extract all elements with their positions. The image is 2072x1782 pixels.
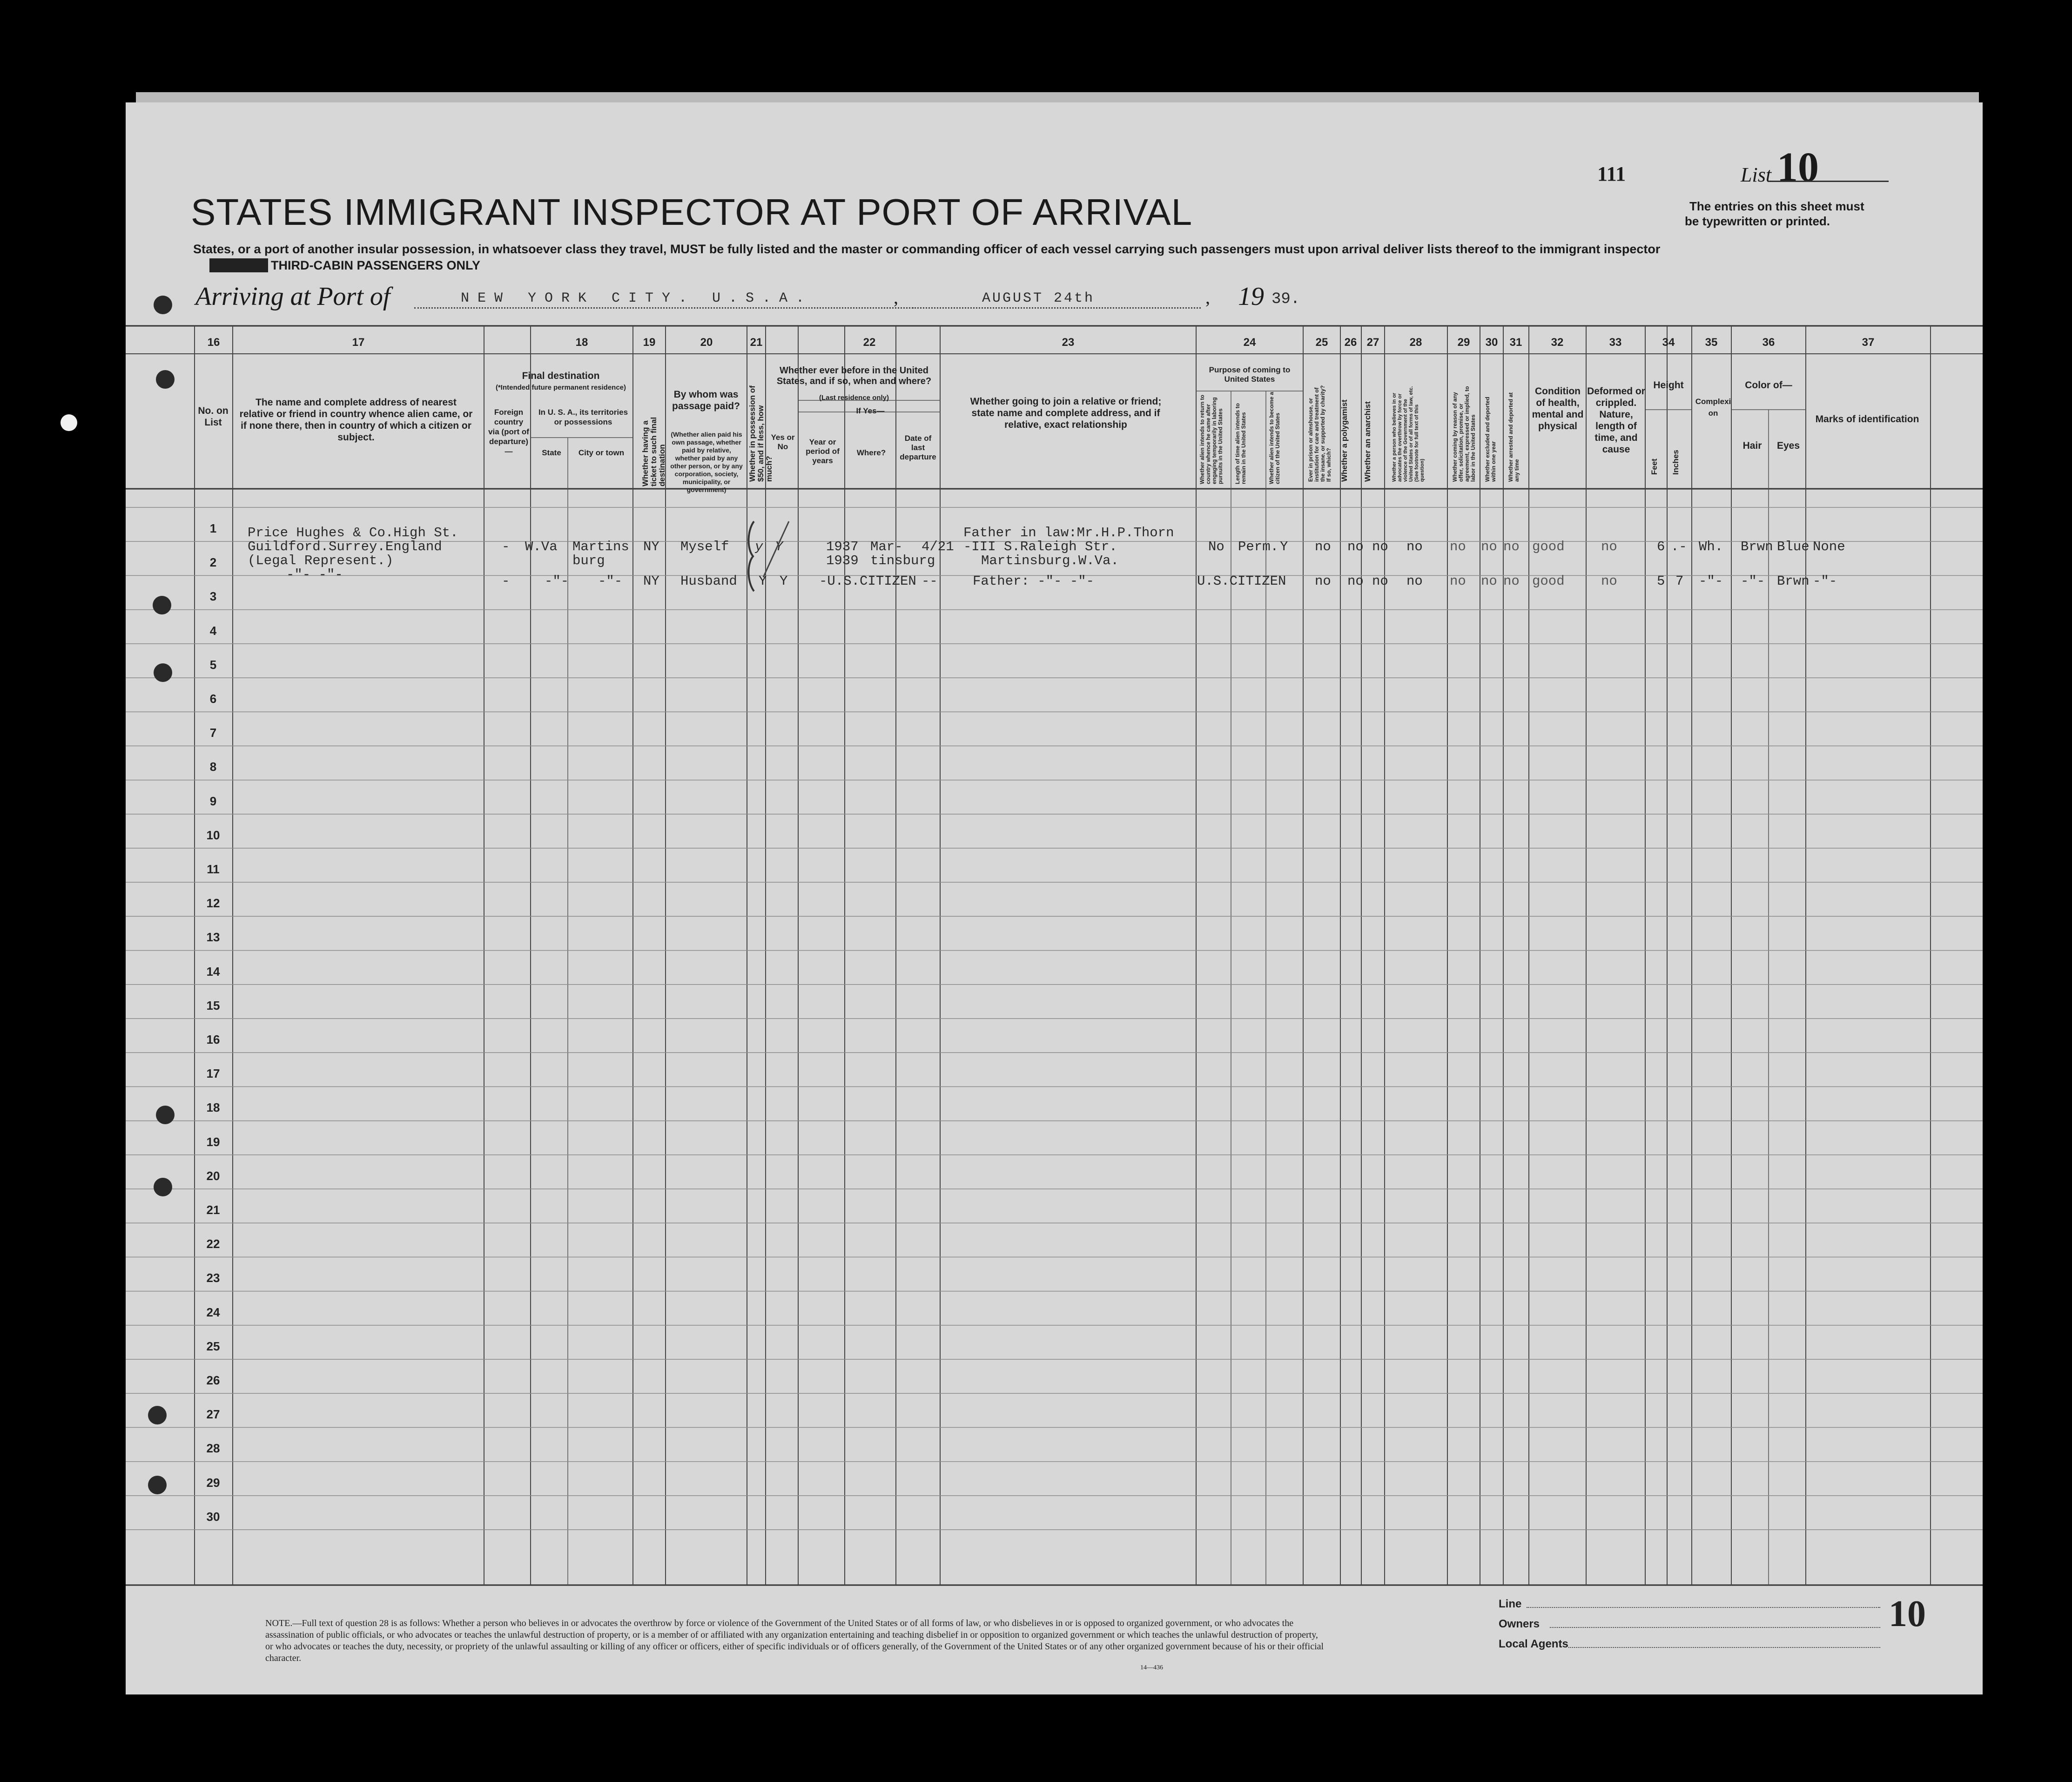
form-number: 14—436 bbox=[1140, 1664, 1163, 1671]
year-suffix: 39. bbox=[1271, 290, 1300, 308]
column-number: 32 bbox=[1551, 336, 1564, 349]
header-anarchist: Whether an anarchist bbox=[1363, 401, 1372, 482]
header-hair: Hair bbox=[1742, 440, 1762, 451]
row-number: 6 bbox=[209, 692, 217, 706]
column-number: 26 bbox=[1344, 336, 1357, 349]
column-number: 21 bbox=[750, 336, 763, 349]
row2-prison: no bbox=[1315, 574, 1331, 589]
row-number: 18 bbox=[206, 1100, 220, 1115]
header-where: Where? bbox=[856, 448, 886, 457]
binder-clip bbox=[154, 1178, 172, 1196]
row-number: 30 bbox=[206, 1509, 220, 1524]
row-number: 10 bbox=[206, 828, 220, 842]
header-no-on-list: No. on List bbox=[198, 405, 229, 428]
header-ever-before: Whether ever before in the United States, and if so, when and where? bbox=[776, 365, 932, 386]
column-number: 33 bbox=[1609, 336, 1622, 349]
row1-relative-1: Price Hughes & Co.High St. bbox=[248, 525, 458, 540]
binder-clip bbox=[154, 296, 172, 314]
year-prefix: 19 bbox=[1238, 282, 1264, 311]
header-last-departure: Date of last departure bbox=[900, 434, 936, 461]
row-number: 27 bbox=[206, 1407, 220, 1422]
row1-last-departure: 4/21 bbox=[922, 539, 954, 554]
row1-deported: no bbox=[1503, 539, 1520, 554]
row1-where-2: tinsburg bbox=[870, 553, 935, 568]
header-relative: The name and complete address of nearest relative or friend in country whence alien came, or if none there, then in country of which a citizen or subject. bbox=[239, 397, 473, 443]
row-number: 8 bbox=[209, 760, 217, 774]
column-number: 28 bbox=[1409, 336, 1422, 349]
entries-note-1: The entries on this sheet must bbox=[1689, 199, 1864, 213]
row2-ever-before: Y bbox=[780, 574, 788, 589]
column-number: 34 bbox=[1662, 336, 1675, 349]
class-note: THIRD-CABIN PASSENGERS ONLY bbox=[271, 258, 481, 272]
row-number: 21 bbox=[206, 1203, 220, 1217]
header-deported: Whether arrested and deported at any time bbox=[1507, 392, 1520, 482]
binder-clip bbox=[156, 1106, 175, 1124]
header-inches: Inches bbox=[1671, 450, 1680, 475]
agents-value: 10 bbox=[1889, 1593, 1926, 1634]
list-number: 10 bbox=[1777, 144, 1819, 190]
header-feet: Feet bbox=[1650, 459, 1659, 475]
row1-join-3: Martinsburg.W.Va. bbox=[981, 553, 1119, 568]
row-number: 25 bbox=[206, 1339, 220, 1353]
header-prison: Ever in prison or almshouse, or institution for care and treatment of the insane, or supported by charity? If so, which? bbox=[1307, 385, 1332, 482]
row2-polygamist: no bbox=[1347, 574, 1364, 589]
column-number: 16 bbox=[207, 336, 220, 349]
row1-state: W.Va bbox=[525, 539, 558, 554]
binder-clip bbox=[154, 663, 172, 682]
header-city: City or town bbox=[578, 448, 625, 457]
header-foreign-port: Foreign country via (port of departure)— bbox=[488, 408, 529, 456]
row-number: 23 bbox=[206, 1271, 220, 1285]
row1-eyes: Blue bbox=[1777, 539, 1810, 554]
row1-complexion: Wh. bbox=[1699, 539, 1723, 554]
owners-label: Owners bbox=[1499, 1618, 1540, 1630]
row2-excluded: no bbox=[1481, 574, 1497, 589]
header-if-yes: If Yes— bbox=[856, 406, 885, 415]
row-number: 5 bbox=[209, 657, 217, 672]
footnote: NOTE.—Full text of question 28 is as follows: Whether a person who believes in or advocates the overthrow by force or violence of the Government of the United States or of all forms of law, or who disbelieves in or is opposed to organized government, or who advocates the assassination of public officials, or who advocates or teaches the unlawful destruction of property, or is a member of or affiliated with any organization entertaining and teaching disbelief in or opposition to organized government or which teaches the unlawful destruction of property, or who advocates or teaches the duty, necessity, or propriety of the unlawful assaulting or killing of any officer or officers, either of specific individuals or of officers generally, of the Government of the United States or of any other organized government because of his or their official character. bbox=[265, 1618, 1324, 1663]
row1-ticket: NY bbox=[643, 539, 659, 554]
header-excluded: Whether excluded and deported within one year bbox=[1484, 397, 1497, 482]
row1-money: y bbox=[755, 539, 763, 554]
header-overthrow: Whether a person who believes in or advocates the overthrow by force or violence of the Government of the United States or of all forms of law, etc. (See footnote for full text of this question) bbox=[1392, 386, 1425, 482]
header-height: Height bbox=[1653, 380, 1684, 391]
header-destination-note: (*Intended future permanent residence) bbox=[495, 384, 626, 392]
row2-money: Y bbox=[759, 574, 767, 589]
binder-clip bbox=[153, 596, 171, 614]
row1-deformed: no bbox=[1601, 539, 1617, 554]
row-number: 17 bbox=[206, 1066, 220, 1081]
row2-state: -"- bbox=[545, 574, 569, 589]
row2-inches: 7 bbox=[1675, 574, 1684, 589]
header-paid-by-note: (Whether alien paid his own passage, whether paid by relative, whether paid by any other person, or by any corporation, society, municipality, or government) bbox=[670, 431, 743, 493]
row-number: 1 bbox=[209, 521, 217, 535]
row1-prison: no bbox=[1315, 539, 1331, 554]
column-number: 18 bbox=[575, 336, 588, 349]
header-state: State bbox=[542, 448, 561, 457]
row2-join: Father: -"- -"- bbox=[973, 574, 1095, 589]
row1-polygamist: no bbox=[1347, 539, 1364, 554]
row1-paid-by: Myself bbox=[680, 539, 729, 554]
header-destination: Final destination bbox=[522, 371, 600, 381]
header-health: Condition of health, mental and physical bbox=[1532, 386, 1584, 432]
binder-clip bbox=[148, 1406, 167, 1424]
row2-complexion: -"- bbox=[1699, 574, 1723, 589]
column-number: 23 bbox=[1062, 336, 1075, 349]
header-paid-by: By whom was passage paid? bbox=[672, 389, 740, 412]
row1-marks: None bbox=[1813, 539, 1845, 554]
column-number: 24 bbox=[1243, 336, 1256, 349]
header-complexion: Complexion bbox=[1695, 397, 1731, 418]
row1-overthrow: no bbox=[1406, 539, 1423, 554]
column-number: 27 bbox=[1366, 336, 1379, 349]
header-purpose-citizen: Whether alien intends to become a citizen of the United States bbox=[1268, 392, 1281, 484]
column-number: 20 bbox=[700, 336, 713, 349]
row1-hair: Brwn bbox=[1741, 539, 1773, 554]
subtitle: States, or a port of another insular possession, in whatsoever class they travel, MUST be fully listed and the master or commanding officer of each vessel carrying such passengers must upon arrival deliver lists thereof to the immigrant inspector bbox=[193, 242, 1661, 256]
row1-return: No bbox=[1208, 539, 1224, 554]
header-polygamist: Whether a polygamist bbox=[1340, 399, 1349, 482]
arriving-label: Arriving at Port of bbox=[195, 282, 390, 311]
line-label: Line bbox=[1499, 1598, 1522, 1610]
header-join: Whether going to join a relative or friend; state name and complete address, and if relative, exact relationship bbox=[970, 396, 1162, 430]
row1-years-2: 1939 bbox=[826, 553, 859, 568]
agents-label: Local Agents bbox=[1499, 1638, 1568, 1650]
row1-inches: .- bbox=[1671, 539, 1687, 554]
row-number: 7 bbox=[209, 726, 217, 740]
row-number: 20 bbox=[206, 1168, 220, 1183]
header-deformed: Deformed or crippled. Nature, length of time, and cause bbox=[1587, 386, 1645, 455]
row-number: 19 bbox=[206, 1134, 220, 1149]
manifest-page: 111 List 10 STATES IMMIGRANT INSPECTOR AT PORT OF ARRIVAL The entries on this sheet must be typewritten or printed. States, or a port of another insular possession, in whatsoever class they travel, MUST be fully listed and the master or commanding officer of each vessel carrying such passengers must upon arrival deliver lists thereof to the immigrant inspector TOURIST THIRD-CABIN PASSENGERS ONLY Arriving at Port of NEW YORK CITY. U.S.A. , AUGUST 24th , 19 39. 16 17 18 19 20 21 22 23 24 25 26 27 28 29 30 31 32 33 34 35 36 37 No. on List The name and complete address of nearest relative or friend in country whence alien came, or if none there, then in country of which a citizen or subject. Final destination (*Intended future permanent residence) Foreign country via (port of departure)— In U. S. A., its territories or possessions State City or town Whether having a ticket to such final destination By whom was passage paid? (Whether alien paid his own passage, whether paid by relative, whether paid by any other person, or by any corporation, society, municipality, or government) Whether in possession of $50, and if less, how much? Whether ever before in the United States, and if so, when and where? (Last residence only) Yes or No If Yes— Year or period of years Where? Date of last departure Whether going to join a relative or friend; state name and complete address, and if relative, exact relationship Purpose of coming to United States Whether alien intends to return to country whence he came after engaging temporarily in laboring pursuits in the United States Length of time alien intends to remain in the United States Whether alien intends to become a citizen of the United States Ever in prison or almshouse, or institution for care and treatment of the insane, or supported by charity? If so, which? Whether a polygamist Whether an anarchist Whether a person who believes in or advocates the overthrow by force or violence of the Government of the United States or of all forms of law, etc. (See footnote for full text of this question) Whether coming by reason of any offer, solicitation, promise, or agreement, expressed or implied, to labor in the United States Whether excluded and deported within one year Whether arrested and deported at any time Condition of health, mental and physical Deformed or crippled. Nature, length of time, and cause Height Feet Inches Complexion Color of— Hair Eyes Marks of identification 1 2 3 4 5 6 7 8 9 10 11 12 13 14 15 16 17 18 19 20 21 22 23 24 25 26 27 28 29 30 Price Hughes & Co.High St. Guildford.Surrey.England (Legal Represent.) - W.Va Martins burg NY Myself y Y 1937 1939 Mar- tinsburg 4/21 Father in law:Mr.H.P.Thorn -III S.Raleigh Str. Martinsburg.W.Va. No Perm. Y no no no no no no no good no 6 .- Wh. Brwn Blue None -"- -"- - -"- -"- NY Husband Y Y -U.S.CITIZEN -- Father: -"- -"- U.S.CITIZEN no no no no no no no good no 5 7 -"- -"- Brwn -"- NOTE.—Full text of question 28 is as follows: Whether a person who believes in or advocates the overthrow by force or violence of the Government of the United States or of all forms of law, or who disbelieves in or is opposed to organized government, or who advocates the assassination of public officials, or who advocates or teaches the unlawful destruction of property, or is a member of or affiliated with any organization entertaining and teaching disbelief in or opposition to organized government or which teaches the unlawful destruction of property, or who advocates or teaches the duty, necessity, or propriety of the unlawful assaulting or killing of any officer or officers, either of specific individuals or of officers generally, of the Government of the United States or of any other organized government because of his or their official character. 14—436 Line Owners Local Agents 10 bbox=[126, 102, 1983, 1694]
header-purpose-return: Whether alien intends to return to country whence he came after engaging temporarily in laboring pursuits in the United States bbox=[1199, 394, 1224, 484]
row-number: 13 bbox=[206, 930, 220, 945]
row1-feet: 6 bbox=[1657, 539, 1665, 554]
row1-ever-before: Y bbox=[775, 539, 783, 554]
header-usa: In U. S. A., its territories or possessions bbox=[538, 408, 628, 426]
row2-paid-by: Husband bbox=[680, 574, 737, 589]
header-eyes: Eyes bbox=[1776, 440, 1800, 451]
port-value: NEW YORK CITY. U.S.A. bbox=[461, 290, 813, 306]
header-purpose-length: Length of time alien intends to remain in the United States bbox=[1234, 403, 1247, 484]
header-marks: Marks of identification bbox=[1815, 414, 1919, 425]
header-color: Color of— bbox=[1745, 380, 1792, 391]
column-number: 31 bbox=[1509, 336, 1522, 349]
row1-city-2: burg bbox=[572, 553, 605, 568]
row2-purpose: U.S.CITIZEN bbox=[1197, 574, 1286, 589]
row2-relative: -"- -"- bbox=[286, 567, 343, 582]
handwritten-mark bbox=[745, 512, 796, 601]
header-yes-no: Yes or No bbox=[771, 433, 795, 451]
row2-overthrow: no bbox=[1406, 574, 1423, 589]
page-number: 111 bbox=[1597, 162, 1626, 185]
row-number: 16 bbox=[206, 1033, 220, 1046]
row2-years: -U.S.CITIZEN bbox=[819, 574, 916, 589]
header-money: Whether in possession of $50, and if less, how much? bbox=[748, 385, 774, 482]
column-number: 22 bbox=[863, 336, 876, 349]
row2-labor: no bbox=[1450, 574, 1466, 589]
struck-word: TOURIST bbox=[209, 258, 268, 272]
row1-years-1: 1937 bbox=[826, 539, 859, 554]
row2-feet: 5 bbox=[1657, 574, 1665, 589]
row2-eyes: Brwn bbox=[1777, 574, 1810, 589]
row1-health: good bbox=[1532, 539, 1565, 554]
column-number: 29 bbox=[1457, 336, 1470, 349]
row1-where-1: Mar- bbox=[870, 539, 903, 554]
header-purpose: Purpose of coming to United States bbox=[1209, 365, 1291, 384]
column-number: 35 bbox=[1705, 336, 1718, 349]
row-number: 24 bbox=[206, 1305, 220, 1319]
row2-marks: -"- bbox=[1813, 574, 1837, 589]
row-number: 3 bbox=[209, 589, 217, 604]
row2-hair: -"- bbox=[1741, 574, 1765, 589]
row1-foreign-port: - bbox=[502, 539, 510, 554]
row-number: 28 bbox=[206, 1441, 220, 1456]
binder-clip bbox=[148, 1476, 167, 1494]
row1-length: Perm. bbox=[1238, 539, 1279, 554]
binder-clip bbox=[156, 370, 175, 389]
row2-anarchist: no bbox=[1372, 574, 1388, 589]
punch-hole bbox=[61, 414, 77, 431]
row2-deported: no bbox=[1503, 574, 1520, 589]
column-number: 36 bbox=[1762, 336, 1775, 349]
row1-city-1: Martins bbox=[572, 539, 629, 554]
row-number: 2 bbox=[209, 555, 217, 570]
row1-relative-2: Guildford.Surrey.England bbox=[248, 539, 442, 554]
row-number: 12 bbox=[206, 896, 220, 911]
row1-join-1: Father in law:Mr.H.P.Thorn bbox=[963, 525, 1174, 540]
column-number: 19 bbox=[643, 336, 656, 349]
header-years: Year or period of years bbox=[806, 438, 840, 465]
row-number: 26 bbox=[206, 1373, 220, 1387]
row2-last-departure: -- bbox=[922, 574, 938, 589]
column-number: 17 bbox=[352, 336, 365, 349]
row1-citizen: Y bbox=[1280, 539, 1288, 554]
row2-health: good bbox=[1532, 574, 1565, 589]
page-title: STATES IMMIGRANT INSPECTOR AT PORT OF ARRIVAL bbox=[191, 191, 1193, 233]
row2-deformed: no bbox=[1601, 574, 1617, 589]
row-number: 14 bbox=[206, 964, 220, 979]
row-number: 29 bbox=[206, 1475, 220, 1490]
row1-excluded: no bbox=[1481, 539, 1497, 554]
row1-relative-3: (Legal Represent.) bbox=[248, 553, 394, 568]
row1-labor: no bbox=[1450, 539, 1466, 554]
row2-city: -"- bbox=[598, 574, 623, 589]
row-number: 11 bbox=[207, 862, 220, 876]
row-number: 15 bbox=[206, 998, 220, 1012]
header-labor: Whether coming by reason of any offer, solicitation, promise, or agreement, expressed or implied, to labor in the United States bbox=[1452, 386, 1476, 482]
row2-foreign-port: - bbox=[502, 574, 510, 589]
row-number: 9 bbox=[209, 794, 217, 808]
row1-anarchist: no bbox=[1372, 539, 1388, 554]
row-number: 22 bbox=[206, 1237, 220, 1251]
column-number: 30 bbox=[1485, 336, 1498, 349]
row1-join-2: -III S.Raleigh Str. bbox=[963, 539, 1117, 554]
header-ever-before-note: (Last residence only) bbox=[819, 394, 889, 402]
entries-note-2: be typewritten or printed. bbox=[1685, 214, 1830, 228]
row-number: 4 bbox=[209, 623, 217, 638]
date-value: AUGUST 24th bbox=[982, 290, 1095, 306]
column-number: 37 bbox=[1862, 336, 1875, 349]
row2-ticket: NY bbox=[643, 574, 659, 589]
column-number: 25 bbox=[1315, 336, 1328, 349]
list-label: List bbox=[1741, 163, 1772, 186]
header-ticket: Whether having a ticket to such final destination bbox=[641, 417, 666, 486]
